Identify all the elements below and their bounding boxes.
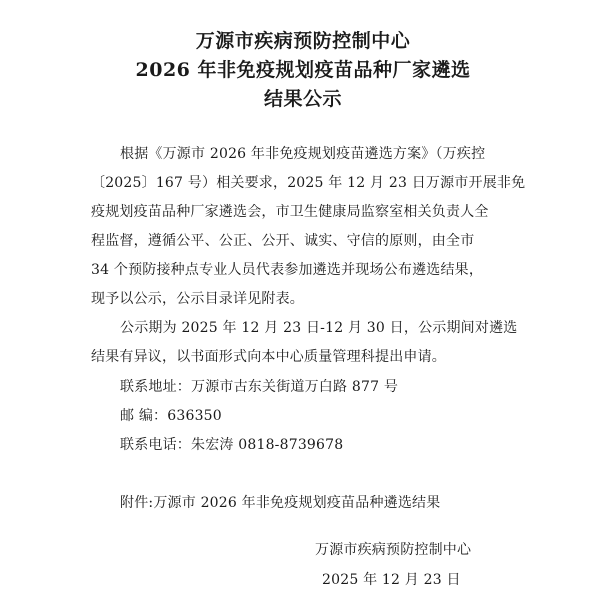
paragraph-1-line-1: 根据《万源市 2026 年非免疫规划疫苗遴选方案》（万疾控 <box>120 146 486 162</box>
paragraph-1-line-4: 程监督，遵循公平、公正、公开、诚实、守信的原则，由全市 <box>91 233 475 249</box>
document-title-line-2: 2026 年非免疫规划疫苗品种厂家遴选 <box>135 59 471 81</box>
paragraph-2-line-2: 结果有异议，以书面形式向本中心质量管理科提出申请。 <box>91 349 446 365</box>
document-title-line-1: 万源市疾病预防控制中心 <box>195 30 411 52</box>
paragraph-1-line-3: 疫规划疫苗品种厂家遴选会，市卫生健康局监察室相关负责人全 <box>91 204 489 220</box>
paragraph-1-line-6: 现予以公示，公示目录详见附表。 <box>91 291 304 307</box>
attachment-reference: 附件:万源市 2026 年非免疫规划疫苗品种遴选结果 <box>120 495 441 511</box>
paragraph-1-line-2: 〔2025〕167 号）相关要求，2025 年 12 月 23 日万源市开展非免 <box>91 175 526 191</box>
paragraph-1-line-5: 34 个预防接种点专业人员代表参加遴选并现场公布遴选结果， <box>91 262 484 278</box>
paragraph-2-line-1: 公示期为 2025 年 12 月 23 日-12 月 30 日，公示期间对遴选 <box>120 320 518 336</box>
document-title-line-3: 结果公示 <box>263 88 342 110</box>
contact-postcode: 邮 编：636350 <box>120 408 222 424</box>
signature-organization: 万源市疾病预防控制中心 <box>315 542 472 558</box>
contact-address: 联系地址：万源市古东关街道万白路 877 号 <box>120 379 399 395</box>
contact-phone: 联系电话：朱宏涛 0818-8739678 <box>120 437 344 453</box>
signature-date: 2025 年 12 月 23 日 <box>322 572 461 588</box>
